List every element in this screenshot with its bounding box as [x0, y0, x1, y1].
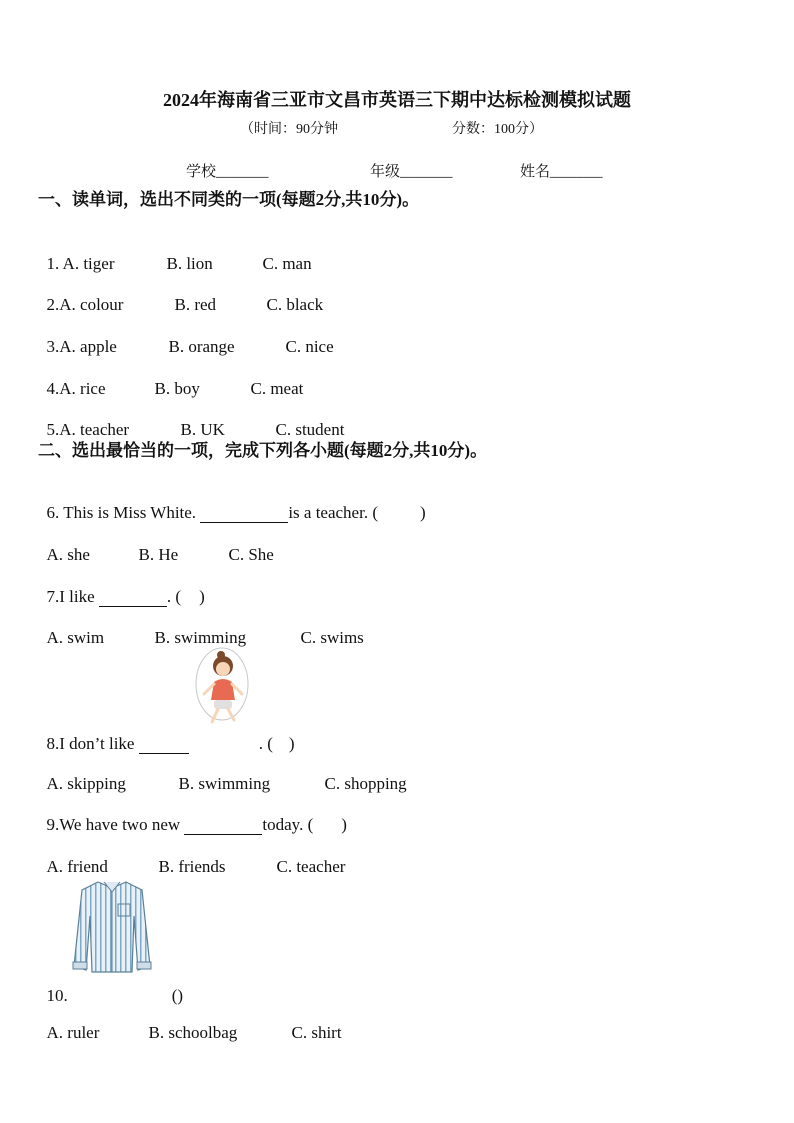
- school-field: 学校_______: [186, 164, 269, 180]
- q7-options: [38, 608, 364, 648]
- q2-option-c: C. black: [266, 295, 324, 314]
- q8-answer-blank[interactable]: [139, 737, 189, 754]
- q7-stem-end: . (: [166, 587, 182, 606]
- name-field: 姓名_______: [520, 164, 603, 180]
- q9-option-b: B. friends: [158, 857, 226, 876]
- q2-option-b: B. red: [174, 295, 217, 314]
- q5-option-c: C. student: [275, 420, 345, 439]
- q6-option-c: C. She: [228, 545, 274, 564]
- q6-stem-end: is a teacher. (: [288, 503, 378, 522]
- q9-stem-end: today. (: [262, 815, 314, 834]
- q8-option-c: C. shopping: [324, 774, 407, 793]
- question-1: [38, 234, 312, 274]
- q6-option-b: B. He: [138, 545, 179, 564]
- exam-title: 2024年海南省三亚市文昌市英语三下期中达标检测模拟试题: [163, 90, 631, 110]
- q6-options: [38, 525, 274, 565]
- q7-option-c: C. swims: [300, 628, 364, 647]
- q7-answer-blank[interactable]: [99, 590, 167, 607]
- q10-stem-start: 10.: [46, 986, 68, 1005]
- exam-score: 分数：100分）: [452, 122, 543, 137]
- q10-option-a: A. ruler: [46, 1023, 100, 1042]
- shirt-icon: [70, 876, 154, 976]
- q5-option-a: 5.A. teacher: [46, 420, 130, 439]
- exam-time: （时间：90分钟: [240, 122, 338, 137]
- q6-paren-close: ): [420, 503, 426, 522]
- shirt-image: [70, 876, 154, 976]
- q9-answer-blank[interactable]: [184, 818, 262, 835]
- q8-options: [38, 754, 407, 794]
- q9-option-a: A. friend: [46, 857, 108, 876]
- q10-options: [38, 1003, 342, 1043]
- q3-option-a: 3.A. apple: [46, 337, 117, 356]
- q6-stem-start: 6. This is Miss White.: [46, 503, 201, 522]
- q1-option-a: 1. A. tiger: [46, 254, 115, 273]
- q4-option-b: B. boy: [154, 379, 200, 398]
- q10-option-b: B. schoolbag: [148, 1023, 238, 1042]
- question-8: [38, 714, 295, 754]
- question-7: [38, 567, 205, 607]
- q5-option-b: B. UK: [180, 420, 225, 439]
- question-9: [38, 795, 347, 835]
- q2-option-a: 2.A. colour: [46, 295, 124, 314]
- q9-stem-start: 9.We have two new: [46, 815, 185, 834]
- question-4: [38, 359, 303, 399]
- grade-field: 年级_______: [370, 164, 453, 180]
- q8-option-b: B. swimming: [178, 774, 271, 793]
- q6-answer-blank[interactable]: [200, 506, 288, 523]
- q4-option-c: C. meat: [250, 379, 304, 398]
- q7-option-b: B. swimming: [154, 628, 247, 647]
- q9-paren-close: ): [341, 815, 347, 834]
- q9-options: [38, 837, 345, 877]
- question-5: [38, 400, 344, 440]
- question-3: [38, 317, 334, 357]
- q8-option-a: A. skipping: [46, 774, 126, 793]
- q4-option-a: 4.A. rice: [46, 379, 106, 398]
- q7-paren-close: ): [199, 587, 205, 606]
- q9-option-c: C. teacher: [276, 857, 346, 876]
- q8-paren-close: ): [288, 734, 295, 753]
- question-10: [38, 966, 183, 1006]
- q8-stem-end: . (: [258, 734, 273, 753]
- q10-option-c: C. shirt: [291, 1023, 342, 1042]
- q1-option-b: B. lion: [166, 254, 213, 273]
- section2-heading: 二、选出最恰当的一项，完成下列各小题(每题2分,共10分)。: [38, 441, 488, 460]
- q3-option-c: C. nice: [285, 337, 334, 356]
- q6-option-a: A. she: [46, 545, 90, 564]
- question-2: [38, 275, 323, 315]
- q7-stem-start: 7.I like: [46, 587, 99, 606]
- section1-heading: 一、读单词，选出不同类的一项(每题2分,共10分)。: [38, 190, 420, 209]
- q1-option-c: C. man: [262, 254, 312, 273]
- question-6: [38, 483, 426, 523]
- q10-paren: (): [171, 986, 184, 1005]
- q8-stem-start: 8.I don’t like: [46, 734, 139, 753]
- q3-option-b: B. orange: [168, 337, 235, 356]
- q7-option-a: A. swim: [46, 628, 105, 647]
